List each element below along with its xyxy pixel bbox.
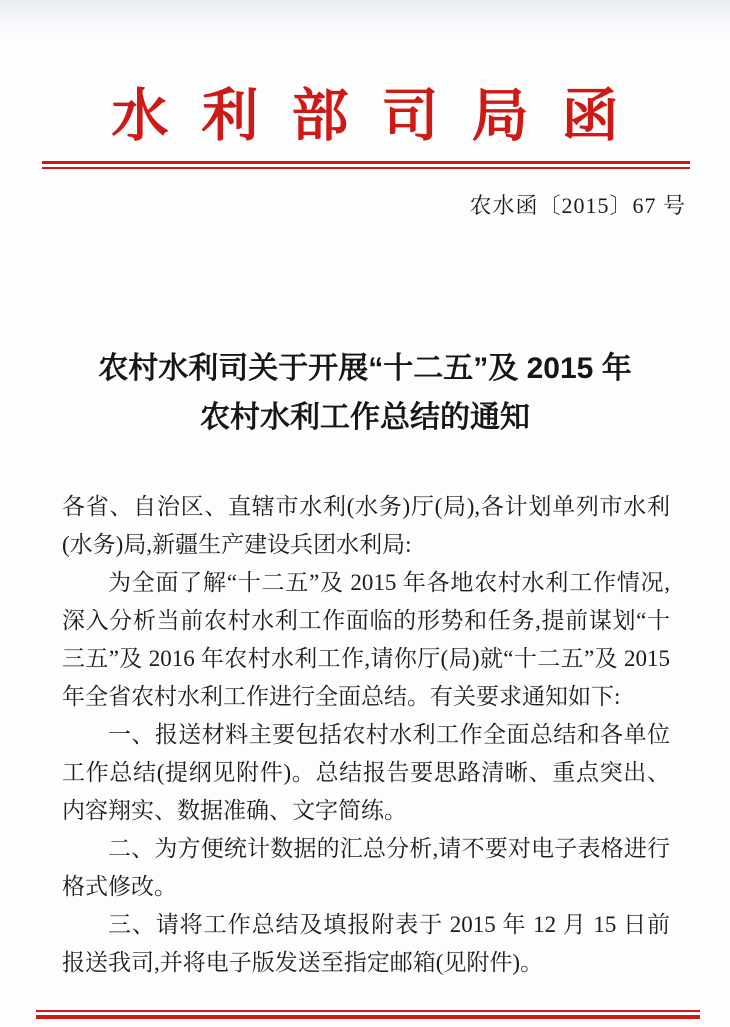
letterhead-divider-line bbox=[42, 161, 690, 169]
paragraph-item-two: 二、为方便统计数据的汇总分析,请不要对电子表格进行格式修改。 bbox=[62, 835, 670, 899]
notice-title-line1: 农村水利司关于开展“十二五”及 2015 年 bbox=[98, 351, 632, 385]
page-bottom-border-line bbox=[36, 1010, 700, 1019]
notice-title bbox=[0, 344, 730, 442]
paragraph-item-three: 三、请将工作总结及填报附表于 2015 年 12 月 15 日前报送我司,并将电子版发送至指定邮箱(见附件)。 bbox=[62, 911, 670, 975]
letterhead-title: 水利部司局函 bbox=[111, 85, 652, 148]
salutation-line: 各省、自治区、直辖市水利(水务)厅(局),各计划单列市水利(水务)局,新疆生产建设兵团水利局: bbox=[62, 493, 670, 557]
notice-title-line2: 农村水利工作总结的通知 bbox=[200, 400, 530, 434]
paragraph-item-one: 一、报送材料主要包括农村水利工作全面总结和各单位工作总结(提纲见附件)。总结报告要思路清晰、重点突出、内容翔实、数据准确、文字简练。 bbox=[62, 721, 670, 823]
document-body bbox=[0, 488, 730, 982]
document-number: 农水函〔2015〕67 号 bbox=[469, 192, 686, 218]
paragraph-introduction: 为全面了解“十二五”及 2015 年各地农村水利工作情况,深入分析当前农村水利工作面临的形势和任务,提前谋划“十三五”及 2016 年农村水利工作,请你厅(局)就“十二五”及 2015 年全省农村水利工作进行全面总结。有关要求通知如下: bbox=[62, 569, 670, 709]
